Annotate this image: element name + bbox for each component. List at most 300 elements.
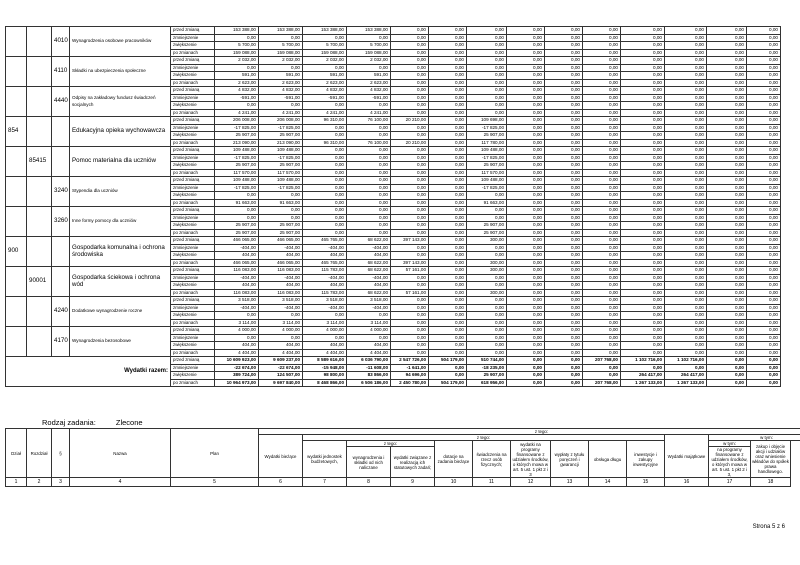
- value-cell: 0,00: [347, 192, 391, 200]
- value-cell: 0,00: [621, 34, 665, 42]
- value-cell: 0,00: [665, 274, 707, 282]
- column-number-cell: 13: [551, 478, 589, 487]
- value-cell: 0,00: [747, 297, 781, 305]
- value-cell: 0,00: [467, 327, 507, 335]
- row-label-cell: przed zmianą: [171, 87, 215, 95]
- value-cell: 0,00: [545, 147, 583, 155]
- value-cell: 4 832,00: [259, 87, 303, 95]
- value-cell: 404,00: [259, 252, 303, 260]
- value-cell: 465 765,00: [303, 259, 347, 267]
- col-wydatki-jednostek: wydatki jednostek budżetowych,: [303, 441, 347, 478]
- value-cell: 0,00: [391, 252, 429, 260]
- value-cell: 0,00: [507, 229, 545, 237]
- row-label-cell: po zmianach: [171, 349, 215, 357]
- value-cell: 0,00: [707, 139, 747, 147]
- value-cell: 0,00: [545, 237, 583, 245]
- value-cell: 0,00: [583, 79, 621, 87]
- value-cell: 0,00: [545, 312, 583, 320]
- value-cell: 0,00: [545, 282, 583, 290]
- value-cell: 0,00: [429, 222, 467, 230]
- total-value-cell: 504 179,00: [429, 379, 467, 387]
- value-cell: 20 210,00: [391, 139, 429, 147]
- value-cell: 0,00: [747, 237, 781, 245]
- value-cell: 0,00: [347, 177, 391, 185]
- row-label-cell: po zmianach: [171, 79, 215, 87]
- paragraf-cell: 4110: [52, 57, 70, 87]
- value-cell: 213 090,00: [259, 139, 303, 147]
- value-cell: 0,00: [583, 49, 621, 57]
- value-cell: 0,00: [391, 147, 429, 155]
- row-label-cell: zwiększenie: [171, 72, 215, 80]
- value-cell: 0,00: [429, 244, 467, 252]
- value-cell: 0,00: [665, 289, 707, 297]
- value-cell: 0,00: [583, 154, 621, 162]
- value-cell: 0,00: [665, 27, 707, 35]
- dzial-cell: 900: [6, 237, 27, 267]
- value-cell: 0,00: [545, 102, 583, 110]
- total-row: [6, 357, 781, 365]
- value-cell: 0,00: [583, 252, 621, 260]
- value-cell: 0,00: [507, 34, 545, 42]
- value-cell: 0,00: [303, 222, 347, 230]
- table-row: [6, 57, 781, 65]
- row-label-cell: zwiększenie: [171, 252, 215, 260]
- value-cell: -17 825,00: [215, 184, 259, 192]
- total-value-cell: 0,00: [707, 372, 747, 380]
- value-cell: 0,00: [621, 139, 665, 147]
- value-cell: 0,00: [707, 27, 747, 35]
- col-z-tego-biezace: z tego:: [303, 435, 665, 441]
- value-cell: 0,00: [747, 259, 781, 267]
- value-cell: 0,00: [747, 154, 781, 162]
- row-label-cell: zmniejszenie: [171, 214, 215, 222]
- total-value-cell: -1 641,00: [391, 364, 429, 372]
- value-cell: 0,00: [747, 79, 781, 87]
- value-cell: 0,00: [707, 259, 747, 267]
- value-cell: 0,00: [259, 334, 303, 342]
- value-cell: 0,00: [429, 102, 467, 110]
- value-cell: 159 088,00: [347, 49, 391, 57]
- value-cell: 25 907,00: [467, 162, 507, 170]
- value-cell: 0,00: [707, 192, 747, 200]
- value-cell: 2 032,00: [347, 57, 391, 65]
- value-cell: 0,00: [545, 244, 583, 252]
- value-cell: 0,00: [583, 34, 621, 42]
- value-cell: 0,00: [583, 124, 621, 132]
- total-value-cell: 25 907,00: [467, 372, 507, 380]
- value-cell: 0,00: [507, 132, 545, 140]
- total-value-cell: 10 964 973,00: [215, 379, 259, 387]
- value-cell: 4 404,00: [347, 349, 391, 357]
- value-cell: 0,00: [507, 177, 545, 185]
- paragraf-cell: [52, 117, 70, 147]
- rozdzial-cell: [27, 27, 52, 57]
- value-cell: 25 907,00: [215, 222, 259, 230]
- value-cell: 0,00: [545, 229, 583, 237]
- value-cell: 0,00: [665, 184, 707, 192]
- value-cell: 0,00: [747, 42, 781, 50]
- item-name-cell: Inne formy pomocy dla uczniów: [70, 207, 171, 237]
- table-row: [6, 117, 781, 125]
- row-label-cell: przed zmianą: [171, 267, 215, 275]
- value-cell: 0,00: [347, 124, 391, 132]
- value-cell: 0,00: [665, 349, 707, 357]
- col-akcje-udzialy: zakup i objęcie akcji i udziałów oraz wniesienie wkładów do spółek prawa handlowego.: [751, 441, 791, 478]
- rozdzial-cell: [27, 87, 52, 117]
- value-cell: 0,00: [665, 327, 707, 335]
- row-label-cell: zmniejszenie: [171, 184, 215, 192]
- value-cell: 0,00: [391, 87, 429, 95]
- column-number-cell: 11: [473, 478, 511, 487]
- value-cell: 0,00: [467, 34, 507, 42]
- value-cell: 404,00: [347, 282, 391, 290]
- value-cell: 0,00: [665, 34, 707, 42]
- value-cell: 0,00: [747, 124, 781, 132]
- value-cell: 0,00: [583, 237, 621, 245]
- value-cell: 0,00: [545, 72, 583, 80]
- total-value-cell: 389 724,00: [215, 372, 259, 380]
- dzial-cell: [6, 177, 27, 207]
- value-cell: 0,00: [747, 102, 781, 110]
- value-cell: 0,00: [621, 274, 665, 282]
- paragraf-cell: 4170: [52, 327, 70, 357]
- value-cell: 0,00: [545, 274, 583, 282]
- total-value-cell: 264 417,00: [665, 372, 707, 380]
- value-cell: 0,00: [467, 72, 507, 80]
- paragraf-cell: [52, 267, 70, 297]
- value-cell: 0,00: [429, 184, 467, 192]
- total-value-cell: 0,00: [707, 379, 747, 387]
- value-cell: 117 780,00: [467, 139, 507, 147]
- value-cell: 0,00: [507, 267, 545, 275]
- row-label-cell: przed zmianą: [171, 117, 215, 125]
- value-cell: 0,00: [747, 267, 781, 275]
- total-value-cell: 0,00: [545, 357, 583, 365]
- row-label-cell: przed zmianą: [171, 237, 215, 245]
- item-name-cell: Gospodarka komunalna i ochrona środowiska: [70, 237, 171, 267]
- value-cell: 0,00: [665, 237, 707, 245]
- value-cell: 25 907,00: [259, 222, 303, 230]
- value-cell: 159 088,00: [303, 49, 347, 57]
- value-cell: 0,00: [429, 297, 467, 305]
- value-cell: 5 700,00: [347, 42, 391, 50]
- value-cell: 0,00: [391, 132, 429, 140]
- value-cell: 404,00: [303, 252, 347, 260]
- total-value-cell: 94 696,00: [391, 372, 429, 380]
- value-cell: 0,00: [467, 64, 507, 72]
- value-cell: 68 622,00: [347, 267, 391, 275]
- value-cell: 0,00: [507, 117, 545, 125]
- value-cell: 0,00: [391, 319, 429, 327]
- value-cell: 0,00: [347, 334, 391, 342]
- value-cell: 0,00: [707, 72, 747, 80]
- value-cell: 0,00: [545, 132, 583, 140]
- table-row: [6, 27, 781, 35]
- col-z-tego: z tego:: [259, 429, 800, 435]
- value-cell: 96 310,00: [303, 139, 347, 147]
- value-cell: 0,00: [545, 349, 583, 357]
- value-cell: 0,00: [621, 94, 665, 102]
- total-value-cell: 0,00: [747, 379, 781, 387]
- value-cell: 3 518,00: [347, 297, 391, 305]
- col-wydatki-biezace: Wydatki bieżące: [259, 435, 303, 478]
- value-cell: 0,00: [707, 214, 747, 222]
- total-value-cell: -15 948,00: [303, 364, 347, 372]
- value-cell: 0,00: [583, 327, 621, 335]
- value-cell: 0,00: [391, 169, 429, 177]
- value-cell: 0,00: [665, 244, 707, 252]
- value-cell: 0,00: [707, 79, 747, 87]
- total-value-cell: 0,00: [545, 379, 583, 387]
- value-cell: 0,00: [215, 214, 259, 222]
- value-cell: 0,00: [621, 327, 665, 335]
- value-cell: 68 622,00: [347, 237, 391, 245]
- value-cell: 2 032,00: [215, 57, 259, 65]
- value-cell: 0,00: [467, 102, 507, 110]
- value-cell: 0,00: [707, 94, 747, 102]
- value-cell: -17 825,00: [467, 124, 507, 132]
- total-value-cell: 0,00: [507, 379, 545, 387]
- value-cell: 91 663,00: [215, 199, 259, 207]
- value-cell: 0,00: [707, 42, 747, 50]
- value-cell: 0,00: [583, 244, 621, 252]
- dzial-cell: [6, 297, 27, 327]
- value-cell: 0,00: [583, 229, 621, 237]
- value-cell: -404,00: [303, 304, 347, 312]
- value-cell: 0,00: [507, 304, 545, 312]
- total-value-cell: 510 744,00: [467, 357, 507, 365]
- value-cell: 404,00: [215, 252, 259, 260]
- value-cell: 0,00: [545, 177, 583, 185]
- value-cell: 0,00: [429, 109, 467, 117]
- row-label-cell: zwiększenie: [171, 192, 215, 200]
- dzial-cell: [6, 87, 27, 117]
- total-value-cell: 0,00: [621, 364, 665, 372]
- col-wynagrodzenia: wynagrodzenia i składki od nich naliczane: [347, 447, 391, 478]
- value-cell: 0,00: [507, 259, 545, 267]
- total-value-cell: 0,00: [747, 364, 781, 372]
- value-cell: 0,00: [545, 27, 583, 35]
- total-value-cell: 0,00: [747, 372, 781, 380]
- value-cell: 0,00: [747, 192, 781, 200]
- value-cell: 404,00: [347, 252, 391, 260]
- value-cell: 0,00: [429, 282, 467, 290]
- item-name-cell: Stypendia dla uczniów: [70, 177, 171, 207]
- value-cell: 0,00: [507, 147, 545, 155]
- value-cell: 0,00: [747, 64, 781, 72]
- value-cell: -404,00: [347, 274, 391, 282]
- value-cell: 0,00: [259, 214, 303, 222]
- value-cell: 404,00: [259, 282, 303, 290]
- value-cell: -17 825,00: [259, 154, 303, 162]
- value-cell: 109 488,00: [467, 147, 507, 155]
- value-cell: 0,00: [303, 312, 347, 320]
- col-w-tym-majatkowe: w tym:: [709, 435, 800, 441]
- value-cell: 153 388,00: [215, 27, 259, 35]
- value-cell: 0,00: [429, 94, 467, 102]
- value-cell: -404,00: [347, 244, 391, 252]
- value-cell: 0,00: [621, 49, 665, 57]
- value-cell: 0,00: [621, 184, 665, 192]
- value-cell: 0,00: [429, 57, 467, 65]
- value-cell: 0,00: [545, 79, 583, 87]
- value-cell: 0,00: [545, 342, 583, 350]
- value-cell: -404,00: [215, 244, 259, 252]
- value-cell: 0,00: [429, 177, 467, 185]
- total-value-cell: 2 547 726,00: [391, 357, 429, 365]
- value-cell: 0,00: [707, 154, 747, 162]
- value-cell: 0,00: [507, 214, 545, 222]
- value-cell: 0,00: [621, 259, 665, 267]
- value-cell: 0,00: [621, 297, 665, 305]
- paragraf-cell: [52, 237, 70, 267]
- value-cell: 0,00: [621, 267, 665, 275]
- value-cell: 0,00: [583, 192, 621, 200]
- value-cell: 0,00: [545, 64, 583, 72]
- value-cell: 0,00: [583, 177, 621, 185]
- row-label-cell: po zmianach: [171, 379, 215, 387]
- value-cell: 0,00: [391, 342, 429, 350]
- value-cell: 0,00: [747, 162, 781, 170]
- item-name-cell: Wynagrodzenia bezosobowe: [70, 327, 171, 357]
- row-label-cell: po zmianach: [171, 109, 215, 117]
- value-cell: 0,00: [303, 64, 347, 72]
- table-row: [6, 207, 781, 215]
- total-value-cell: 1 102 716,00: [621, 357, 665, 365]
- value-cell: 0,00: [665, 72, 707, 80]
- value-cell: 0,00: [707, 252, 747, 260]
- value-cell: 0,00: [429, 72, 467, 80]
- value-cell: 0,00: [665, 139, 707, 147]
- value-cell: 0,00: [391, 102, 429, 110]
- value-cell: -17 825,00: [215, 154, 259, 162]
- value-cell: 0,00: [747, 109, 781, 117]
- value-cell: 591,00: [215, 72, 259, 80]
- value-cell: 0,00: [429, 267, 467, 275]
- value-cell: 0,00: [583, 102, 621, 110]
- value-cell: 115 783,00: [303, 267, 347, 275]
- column-number-cell: 5: [171, 478, 259, 487]
- column-number-cell: 4: [70, 478, 171, 487]
- value-cell: 109 488,00: [259, 177, 303, 185]
- value-cell: 0,00: [391, 154, 429, 162]
- value-cell: 0,00: [665, 319, 707, 327]
- value-cell: 0,00: [707, 319, 747, 327]
- table-row: [6, 267, 781, 275]
- value-cell: 0,00: [391, 79, 429, 87]
- value-cell: 0,00: [347, 222, 391, 230]
- value-cell: 0,00: [665, 259, 707, 267]
- value-cell: 0,00: [429, 289, 467, 297]
- value-cell: 0,00: [507, 49, 545, 57]
- value-cell: 57 161,00: [391, 267, 429, 275]
- value-cell: 0,00: [665, 192, 707, 200]
- value-cell: 404,00: [215, 282, 259, 290]
- value-cell: 0,00: [621, 289, 665, 297]
- value-cell: 0,00: [467, 274, 507, 282]
- value-cell: 0,00: [259, 192, 303, 200]
- value-cell: 0,00: [391, 184, 429, 192]
- value-cell: 91 663,00: [259, 199, 303, 207]
- value-cell: 0,00: [545, 87, 583, 95]
- value-cell: 0,00: [665, 342, 707, 350]
- value-cell: 0,00: [665, 64, 707, 72]
- value-cell: 300,00: [467, 289, 507, 297]
- col-programy-ue: wydatki na programy finansowane z udziałem środków, o których mowa w art. 5 ust. 1 pkt 2 i 3: [512, 441, 549, 477]
- value-cell: 0,00: [665, 214, 707, 222]
- column-number-cell: 17: [709, 478, 751, 487]
- value-cell: 0,00: [545, 169, 583, 177]
- value-cell: 0,00: [747, 274, 781, 282]
- value-cell: 404,00: [259, 342, 303, 350]
- total-value-cell: 9 697 840,00: [259, 379, 303, 387]
- value-cell: 0,00: [583, 109, 621, 117]
- column-number-cell: 1: [6, 478, 27, 487]
- value-cell: 206 008,00: [215, 117, 259, 125]
- value-cell: 4 832,00: [303, 87, 347, 95]
- value-cell: 0,00: [507, 207, 545, 215]
- value-cell: 0,00: [621, 79, 665, 87]
- row-label-cell: przed zmianą: [171, 27, 215, 35]
- column-number-cell: 8: [347, 478, 391, 487]
- row-label-cell: przed zmianą: [171, 57, 215, 65]
- value-cell: 109 698,00: [467, 117, 507, 125]
- row-label-cell: zmniejszenie: [171, 334, 215, 342]
- col-obsluga-dlugu: obsługa długu: [589, 441, 627, 478]
- value-cell: 0,00: [303, 177, 347, 185]
- value-cell: 0,00: [545, 192, 583, 200]
- total-value-cell: -18 235,00: [467, 364, 507, 372]
- value-cell: 0,00: [665, 147, 707, 155]
- value-cell: 159 088,00: [215, 49, 259, 57]
- row-label-cell: zwiększenie: [171, 312, 215, 320]
- value-cell: 0,00: [507, 87, 545, 95]
- col-inwestycje-ue: na programy finansowane z udziałem środków, o których mowa w art. 5 ust. 1 pkt 2 i 3,: [709, 447, 751, 478]
- value-cell: 76 100,00: [347, 117, 391, 125]
- row-label-cell: po zmianach: [171, 139, 215, 147]
- value-cell: 0,00: [665, 124, 707, 132]
- total-value-cell: 0,00: [707, 357, 747, 365]
- value-cell: 0,00: [747, 289, 781, 297]
- value-cell: 0,00: [391, 34, 429, 42]
- value-cell: 0,00: [621, 342, 665, 350]
- value-cell: 0,00: [665, 132, 707, 140]
- value-cell: 20 210,00: [391, 117, 429, 125]
- value-cell: 0,00: [707, 132, 747, 140]
- row-label-cell: po zmianach: [171, 169, 215, 177]
- row-label-cell: zmniejszenie: [171, 364, 215, 372]
- value-cell: 0,00: [707, 244, 747, 252]
- value-cell: -404,00: [303, 274, 347, 282]
- value-cell: 0,00: [429, 64, 467, 72]
- value-cell: 68 622,00: [347, 259, 391, 267]
- value-cell: 0,00: [507, 349, 545, 357]
- value-cell: 0,00: [545, 319, 583, 327]
- value-cell: 466 065,00: [259, 237, 303, 245]
- value-cell: 0,00: [507, 184, 545, 192]
- value-cell: 0,00: [347, 132, 391, 140]
- value-cell: 0,00: [347, 312, 391, 320]
- value-cell: 0,00: [583, 27, 621, 35]
- value-cell: 0,00: [545, 259, 583, 267]
- value-cell: 0,00: [215, 102, 259, 110]
- paragraf-cell: 3260: [52, 207, 70, 237]
- value-cell: 0,00: [507, 199, 545, 207]
- col-z-tego-jednostek: z tego:: [347, 441, 435, 447]
- value-cell: 0,00: [507, 282, 545, 290]
- row-label-cell: zwiększenie: [171, 42, 215, 50]
- value-cell: 0,00: [621, 27, 665, 35]
